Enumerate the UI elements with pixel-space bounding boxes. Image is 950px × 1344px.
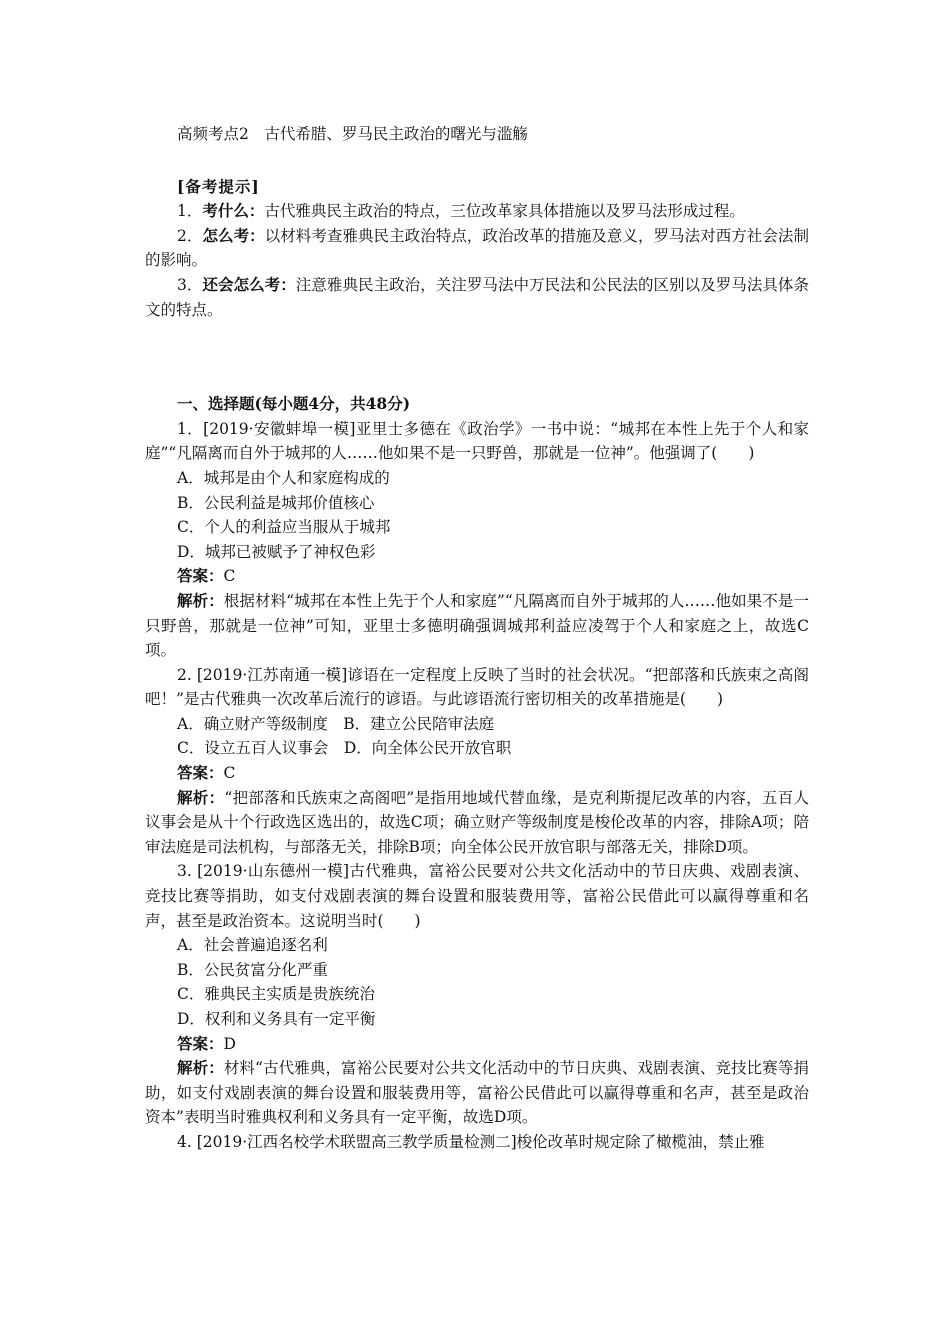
option-d: D．权利和义务具有一定平衡 (177, 1010, 376, 1028)
analysis: 解析：根据材料“城邦在本性上先于个人和家庭”“凡隔离而自外于城邦的人……他如果不是一只野兽，那就是一位神”可知，亚里士多德明确强调城邦利益应凌驾于个人和家庭之上，故选C项。 (145, 590, 809, 660)
answer: 答案：C (177, 566, 236, 586)
option-row-ab: A．确立财产等级制度 B．建立公民陪审法庭 (177, 714, 495, 733)
question-stem: 4. [2019·江西名校学术联盟高三教学质量检测二]梭伦改革时规定除了橄榄油，禁止雅 (177, 1132, 765, 1151)
question-3 (145, 859, 809, 1130)
answer: 答案：C (177, 763, 236, 783)
question-4 (145, 1130, 809, 1155)
option-a: A．城邦是由个人和家庭构成的 (177, 468, 390, 487)
analysis: 解析：“把部落和氏族束之高阁吧”是指用地域代替血缘，是克利斯提尼改革的内容，五百人议事会是从十个行政选区选出的，故选C项；确立财产等级制度是梭伦改革的内容，排除A项；陪审法庭是司法机构，与部落无关，排除B项；向全体公民开放官职与部落无关，排除D项。 (145, 787, 809, 856)
hint-item: 1．考什么：古代雅典民主政治的特点，三位改革家具体措施以及罗马法形成过程。 (177, 201, 745, 221)
answer: 答案：D (177, 1033, 236, 1053)
page-title: 高频考点2 古代希腊、罗马民主政治的曙光与滥觞 (177, 125, 528, 143)
question-stem: 1．[2019·安徽蚌埠一模]亚里士多德在《政治学》一书中说：“城邦在本性上先于个人和家庭”“凡隔离而自外于城邦的人……他如果不是一只野兽，那就是一位神”。他强调了( ) (145, 419, 809, 463)
option-row-cd: C．设立五百人议事会 D．向全体公民开放官职 (177, 739, 512, 758)
hint-item: 2．怎么考：以材料考查雅典民主政治特点，政治改革的措施及意义，罗马法对西方社会法制的影响。 (145, 225, 809, 270)
option-b: B．公民贫富分化严重 (177, 960, 328, 979)
option-c: C．个人的利益应当服从于城邦 (177, 518, 391, 537)
hint-header: [备考提示] (177, 176, 260, 196)
exam-hint-box (145, 175, 809, 323)
spacer (145, 322, 809, 392)
document-page (145, 122, 809, 1155)
question-2 (145, 663, 809, 860)
question-1 (145, 417, 809, 663)
option-a: A．社会普遍追逐名利 (177, 936, 328, 955)
hint-item: 3．还会怎么考：注意雅典民主政治，关注罗马法中万民法和公民法的区别以及罗马法具体条文的特点。 (145, 274, 809, 319)
option-c: C．雅典民主实质是贵族统治 (177, 985, 375, 1004)
option-b: B．公民利益是城邦价值核心 (177, 493, 375, 512)
question-stem: 2. [2019·江苏南通一模]谚语在一定程度上反映了当时的社会状况。“把部落和氏族束之高阁吧！”是古代雅典一次改革后流行的谚语。与此谚语流行密切相关的改革措施是( ) (145, 665, 809, 709)
option-d: D．城邦已被赋予了神权色彩 (177, 542, 376, 561)
section-heading: 一、选择题(每小题4分，共48分) (177, 394, 411, 414)
analysis: 解析：材料“古代雅典，富裕公民要对公共文化活动中的节日庆典、戏剧表演、竞技比赛等捐助，如支付戏剧表演的舞台设置和服装费用等，富裕公民借此可以赢得尊重和名声，甚至是政治资本”表明当时雅典权利和义务具有一定平衡，故选D项。 (145, 1058, 809, 1127)
question-stem: 3. [2019·山东德州一模]古代雅典，富裕公民要对公共文化活动中的节日庆典、戏剧表演、竞技比赛等捐助，如支付戏剧表演的舞台设置和服装费用等，富裕公民借此可以赢得尊重和名声，甚至是政治资本。这说明当时( ) (145, 862, 809, 930)
